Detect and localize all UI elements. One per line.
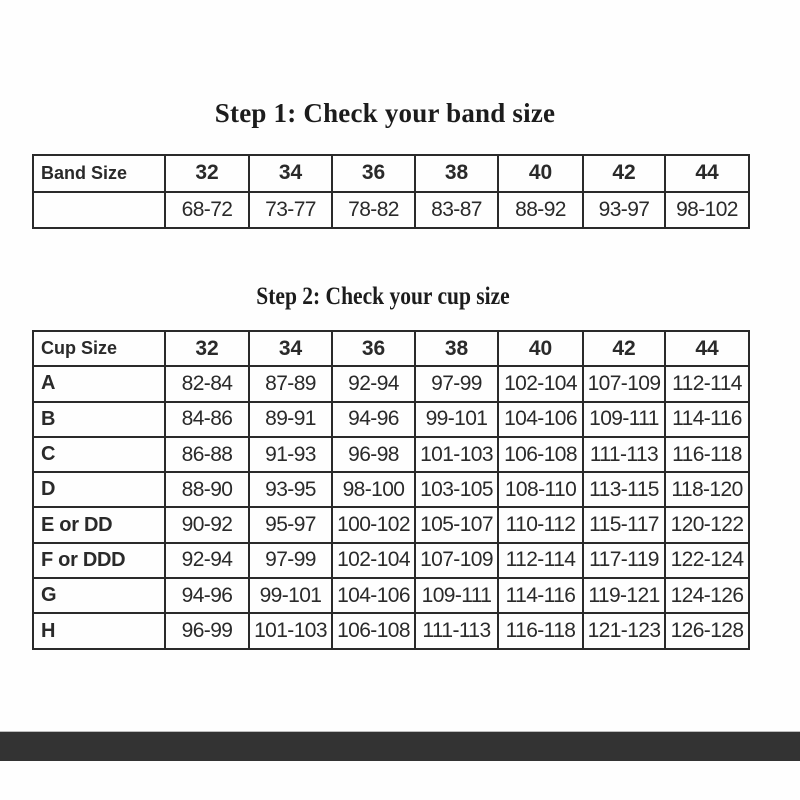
cup-value-cell: 117-119 <box>583 543 665 578</box>
band-value-cell: 73-77 <box>249 192 332 229</box>
band-value-cell: 83-87 <box>415 192 498 229</box>
cup-label: D <box>33 472 165 507</box>
step2-title: Step 2: Check your cup size <box>256 283 510 310</box>
cup-row-e-dd <box>33 507 749 542</box>
empty-label-cell <box>33 192 165 229</box>
cup-value-cell: 101-103 <box>415 437 498 472</box>
band-header-cell: 36 <box>332 155 415 192</box>
band-value-cell: 98-102 <box>665 192 749 229</box>
band-value-cell: 68-72 <box>165 192 249 229</box>
cup-value-cell: 101-103 <box>249 613 332 648</box>
cup-value-cell: 104-106 <box>332 578 415 613</box>
cup-value-cell: 92-94 <box>165 543 249 578</box>
cup-row-f-ddd <box>33 543 749 578</box>
cup-value-cell: 102-104 <box>332 543 415 578</box>
cup-value-cell: 94-96 <box>165 578 249 613</box>
cup-value-cell: 103-105 <box>415 472 498 507</box>
cup-value-cell: 95-97 <box>249 507 332 542</box>
cup-label: A <box>33 366 165 401</box>
cup-header-cell: 42 <box>583 331 665 366</box>
bottom-bar <box>0 731 800 761</box>
cup-value-cell: 106-108 <box>498 437 583 472</box>
cup-row-a <box>33 366 749 401</box>
cup-value-cell: 100-102 <box>332 507 415 542</box>
cup-header-cell: 32 <box>165 331 249 366</box>
band-size-label: Band Size <box>33 155 165 192</box>
cup-value-cell: 94-96 <box>332 402 415 437</box>
cup-value-cell: 96-99 <box>165 613 249 648</box>
cup-value-cell: 90-92 <box>165 507 249 542</box>
cup-value-cell: 124-126 <box>665 578 749 613</box>
cup-value-cell: 107-109 <box>415 543 498 578</box>
cup-value-cell: 112-114 <box>665 366 749 401</box>
cup-header-cell: 36 <box>332 331 415 366</box>
cup-size-table <box>32 330 750 650</box>
cup-value-cell: 115-117 <box>583 507 665 542</box>
cup-label: E or DD <box>33 507 165 542</box>
band-value-cell: 93-97 <box>583 192 665 229</box>
cup-label: C <box>33 437 165 472</box>
cup-value-cell: 99-101 <box>249 578 332 613</box>
cup-value-cell: 106-108 <box>332 613 415 648</box>
band-header-cell: 40 <box>498 155 583 192</box>
cup-row-d <box>33 472 749 507</box>
cup-value-cell: 86-88 <box>165 437 249 472</box>
cup-header-cell: 44 <box>665 331 749 366</box>
cup-value-cell: 87-89 <box>249 366 332 401</box>
cup-label: B <box>33 402 165 437</box>
cup-row-g <box>33 578 749 613</box>
cup-value-cell: 97-99 <box>249 543 332 578</box>
band-size-table <box>32 154 750 229</box>
cup-value-cell: 109-111 <box>583 402 665 437</box>
cup-header-cell: 38 <box>415 331 498 366</box>
band-value-cell: 78-82 <box>332 192 415 229</box>
cup-value-cell: 114-116 <box>498 578 583 613</box>
band-header-cell: 38 <box>415 155 498 192</box>
cup-value-cell: 89-91 <box>249 402 332 437</box>
cup-value-cell: 96-98 <box>332 437 415 472</box>
cup-value-cell: 121-123 <box>583 613 665 648</box>
cup-value-cell: 98-100 <box>332 472 415 507</box>
cup-value-cell: 88-90 <box>165 472 249 507</box>
cup-value-cell: 107-109 <box>583 366 665 401</box>
step1-title: Step 1: Check your band size <box>214 98 556 128</box>
cup-value-cell: 109-111 <box>415 578 498 613</box>
cup-label: F or DDD <box>33 543 165 578</box>
cup-value-cell: 102-104 <box>498 366 583 401</box>
cup-value-cell: 113-115 <box>583 472 665 507</box>
band-header-cell: 44 <box>665 155 749 192</box>
cup-value-cell: 118-120 <box>665 472 749 507</box>
band-value-cell: 88-92 <box>498 192 583 229</box>
cup-label: H <box>33 613 165 648</box>
cup-value-cell: 105-107 <box>415 507 498 542</box>
cup-header-cell: 40 <box>498 331 583 366</box>
band-values-row <box>33 192 749 229</box>
band-header-cell: 34 <box>249 155 332 192</box>
cup-row-c <box>33 437 749 472</box>
cup-value-cell: 126-128 <box>665 613 749 648</box>
cup-value-cell: 112-114 <box>498 543 583 578</box>
cup-value-cell: 93-95 <box>249 472 332 507</box>
cup-value-cell: 116-118 <box>498 613 583 648</box>
cup-value-cell: 84-86 <box>165 402 249 437</box>
band-header-cell: 32 <box>165 155 249 192</box>
cup-value-cell: 116-118 <box>665 437 749 472</box>
cup-value-cell: 99-101 <box>415 402 498 437</box>
cup-value-cell: 122-124 <box>665 543 749 578</box>
cup-size-label: Cup Size <box>33 331 165 366</box>
cup-value-cell: 119-121 <box>583 578 665 613</box>
cup-value-cell: 91-93 <box>249 437 332 472</box>
cup-value-cell: 120-122 <box>665 507 749 542</box>
cup-row-h <box>33 613 749 648</box>
cup-header-cell: 34 <box>249 331 332 366</box>
cup-value-cell: 82-84 <box>165 366 249 401</box>
cup-value-cell: 97-99 <box>415 366 498 401</box>
cup-value-cell: 92-94 <box>332 366 415 401</box>
cup-value-cell: 104-106 <box>498 402 583 437</box>
cup-value-cell: 110-112 <box>498 507 583 542</box>
cup-header-row <box>33 331 749 366</box>
band-header-cell: 42 <box>583 155 665 192</box>
cup-value-cell: 111-113 <box>583 437 665 472</box>
cup-label: G <box>33 578 165 613</box>
cup-value-cell: 108-110 <box>498 472 583 507</box>
cup-value-cell: 111-113 <box>415 613 498 648</box>
band-header-row <box>33 155 749 192</box>
cup-value-cell: 114-116 <box>665 402 749 437</box>
cup-row-b <box>33 402 749 437</box>
